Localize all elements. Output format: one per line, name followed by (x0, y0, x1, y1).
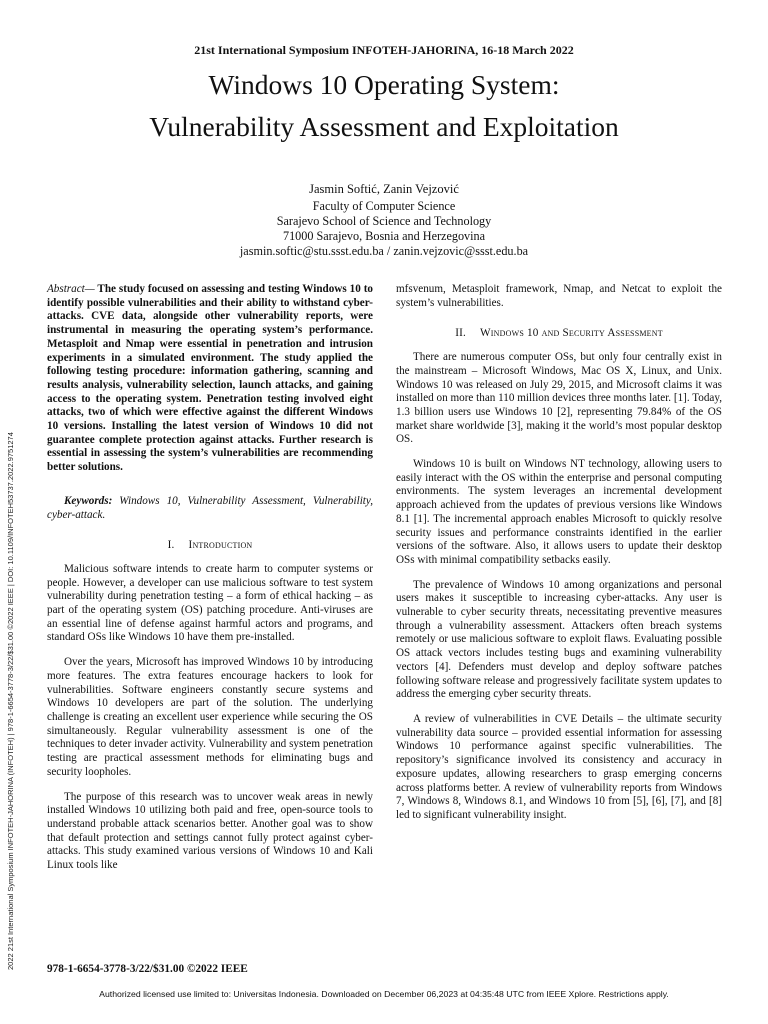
author-block (0, 182, 768, 259)
author-emails: jasmin.softic@stu.ssst.edu.ba / zanin.vejzovic@ssst.edu.ba (239, 244, 529, 258)
section-heading-introduction (47, 539, 373, 553)
section-number: I. (167, 539, 175, 552)
abstract (47, 283, 373, 475)
title-line-1: Windows 10 Operating System: (208, 69, 560, 100)
paragraph: There are numerous computer OSs, but only four centrally exist in the mainstream – Microsoft Windows, Mac OS X, Linux, and Unix. Windows 10 was released on July 29, 2015, and Microsoft claims it was installed on more than 110 million devices three months later. [1]. Today, 1.3 billion users use Windows 10 [2], representing 79.84% of the OS market share worldwide [3], making it the world’s most popular desktop OS. (396, 351, 722, 446)
keywords-label: Keywords: (64, 494, 113, 507)
paragraph: Windows 10 is built on Windows NT technology, allowing users to easily interact with the OS within the enterprise and personal computing environments. The system leverages an incremental development approach achieved from the updates of previous versions like Windows 8.1 [1]. The incremental approach enables Microsoft to quickly resolve security issues and performance constraints identified in the earlier versions of the software. Also, it allows users to update their desktop OSs with minimal compatibility setbacks easily. (396, 458, 722, 566)
paper-title (0, 64, 768, 148)
footer-license: Authorized licensed use limited to: Universitas Indonesia. Downloaded on December 06,2023 at 04:35:48 UTC from IEEE Xplore. Restrictions apply. (99, 989, 669, 999)
paragraph: Malicious software intends to create harm to computer systems or people. However, a developer can use malicious software to test system vulnerability during penetration testing – a form of ethical hacking – as part of the operating system (OS) patching procedure. Anti-viruses are an essential line of defense against harmful actors and programs, and standard OSs like Windows 10 have them pre-installed. (47, 562, 373, 644)
section-number: II. (455, 327, 467, 340)
section-title: Introduction (188, 539, 253, 552)
abstract-label: Abstract— (47, 283, 95, 295)
keywords-text: Windows 10, Vulnerability Assessment, Vulnerability, cyber-attack. (47, 494, 373, 521)
paragraph: Over the years, Microsoft has improved Windows 10 by introducing more features. The extra features encourage hackers to look for vulnerabilities. Software engineers constantly secure systems and Windows 10 developers are part of the solution. The underlying challenge is creating an excellent user experience while securing the OS simultaneously. Regular vulnerability assessment is one of the techniques to deter invader activity. Vulnerability and system penetration testing are practical assessment methods for eliminating bugs and security loopholes. (47, 656, 373, 778)
paragraph: The prevalence of Windows 10 among organizations and personal users makes it susceptible to increasing cyber-attacks. Any user is vulnerable to cyber security threats, necessitating preventive measures through a vulnerability assessment. Attackers often breach systems remotely or use malicious software to exploit flaws. Evaluating possible OS attack vectors includes testing bugs and examining vulnerability vectors [4]. Defenders must develop and deploy software patches following software release and progressively facilitate system updates to address the emerging cyber security threats. (396, 578, 722, 701)
section-title: Windows 10 and Security Assessment (480, 327, 663, 340)
title-line-2: Vulnerability Assessment and Exploitation (149, 111, 619, 142)
paragraph: The purpose of this research was to uncover weak areas in newly installed Windows 10 utilizing both paid and free, open-source tools to understand probable attack scenarios better. Another goal was to show that default protection and settings cannot fully protect against cyber-attacks. This study examined various versions of Windows 10 and Kali Linux tools like (47, 790, 373, 872)
author-names: Jasmin Softić, Zanin Vejzović (309, 182, 459, 196)
side-doi-note: 2022 21st International Symposium INFOTEH-JAHORINA (INFOTEH) | 978-1-6654-3778-3/22/$31.00 ©2022 IEEE | DOI: 10.1109/INFOTEH53737.2022.9751274 (6, 432, 15, 970)
section-heading-windows-security (396, 327, 722, 341)
conference-header: 21st International Symposium INFOTEH-JAHORINA, 16-18 March 2022 (194, 43, 574, 57)
paragraph-continuation: mfsvenum, Metasploit framework, Nmap, and Netcat to exploit the system’s vulnerabilities. (396, 283, 722, 309)
footer-isbn: 978-1-6654-3778-3/22/$31.00 ©2022 IEEE (47, 963, 248, 975)
right-column (396, 283, 722, 823)
abstract-text: The study focused on assessing and testing Windows 10 to identify possible vulnerabilities and their ability to withstand cyber-attacks. CVE data, alongside other vulnerability reports, were instrumental in measuring the operating system’s performance. Metasploit and Nmap were essential in penetration and intrusion experiments in a simulated environment. The study applied the following testing procedure: information gathering, scanning and results analysis, vulnerability selection, launch attacks, and gaining access to the operating system. Penetration testing involved eight attacks, two of which were effective against the different Windows 10 versions. Installing the latest version of Windows 10 did not guarantee complete protection against attacks. Further research is essential in assessing the system’s vulnerabilities are recommending better solutions. (47, 283, 373, 474)
left-column (47, 283, 373, 873)
paragraph: A review of vulnerabilities in CVE Details – the ultimate security vulnerability data source – provided essential information for assessing Windows 10 performance against specific vulnerabilities. The repository’s significance involved its consistency and accuracy in exposure updates, allowing researchers to grasp emerging concerns across platforms better. A review of vulnerability reports from Windows 7, Windows 8, Windows 8.1, and Windows 10 from [5], [6], [7], and [8] led to significant vulnerability insight. (396, 712, 722, 821)
author-address: 71000 Sarajevo, Bosnia and Herzegovina (282, 229, 486, 243)
author-school: Sarajevo School of Science and Technology (276, 214, 492, 228)
keywords (47, 495, 373, 522)
author-faculty: Faculty of Computer Science (312, 199, 456, 213)
